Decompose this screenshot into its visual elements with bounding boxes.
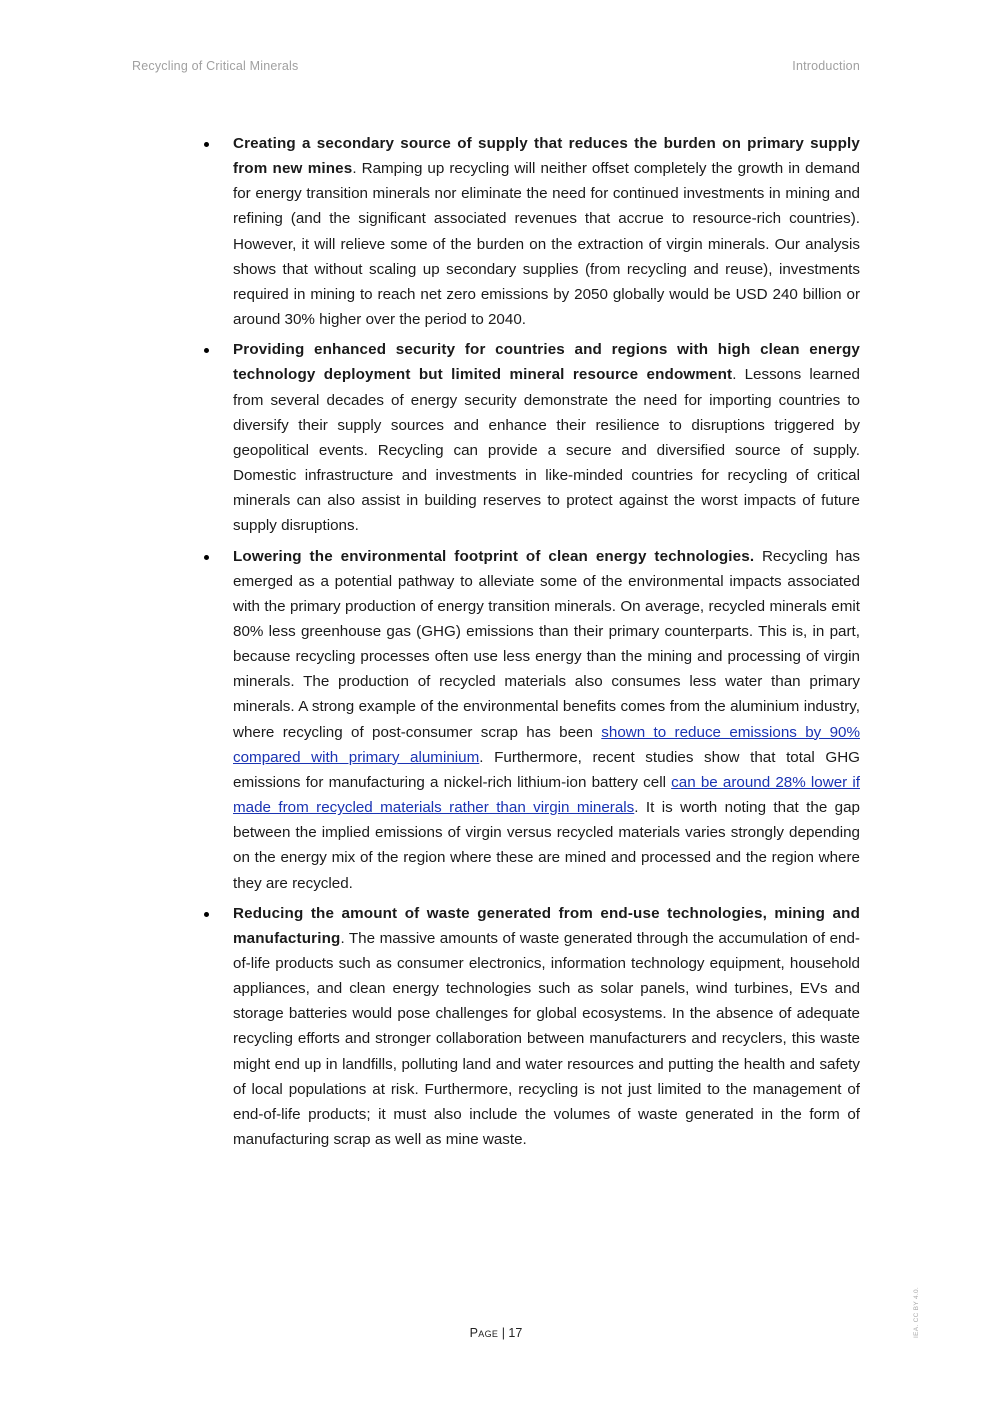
bullet-body: . Lessons learned from several decades of energy security demonstrate the need for importing countries to diversify their supply sources and enhance their resilience to disruptions triggered by geopolitical events. Recycling can provide a secure and diversified source of supply. Domestic infrastructure and investments in like-minded countries for recycling of critical minerals can also assist in building reserves to protect against the worst impacts of future supply disruptions.	[233, 366, 860, 535]
bullet-body-continued: . Furthermore, recent studies show that total GHG emissions for manufacturing a nickel-rich lithium-ion battery cell	[233, 748, 860, 791]
bullet-body-end: . It is worth noting that the gap between the implied emissions of virgin versus recycled materials varies strongly depending on the energy mix of the region where these are mined and processed and the region where they are recycled.	[233, 799, 861, 892]
page-label: Page	[469, 1326, 499, 1340]
page-separator: |	[498, 1326, 509, 1340]
running-header-title: Recycling of Critical Minerals	[132, 59, 299, 73]
bullet-dot-icon	[204, 142, 209, 147]
bullet-dot-icon	[204, 348, 209, 353]
bullet-lead: Creating a secondary source of supply that reduces the burden on primary supply from new mines	[233, 135, 860, 178]
bullet-lead: Lowering the environmental footprint of clean energy technologies.	[233, 547, 755, 565]
aluminium-emissions-link[interactable]: shown to reduce emissions by 90% compared with primary aluminium	[233, 723, 860, 766]
bullet-dot-icon	[204, 555, 209, 560]
bullet-item-secondary-supply	[201, 131, 860, 332]
bullet-body: . The massive amounts of waste generated through the accumulation of end-of-life products such as consumer electronics, information technology equipment, household appliances, and clean energy technologies such as solar panels, wind turbines, EVs and storage batteries would pose challenges for global ecosystems. In the absence of adequate recycling efforts and stronger collaboration between manufacturers and recyclers, this waste might end up in landfills, polluting land and water resources and putting the health and safety of local populations at risk. Furthermore, recycling is not just limited to the management of end-of-life products; it must also include the volumes of waste generated in the form of manufacturing scrap as well as mine waste.	[233, 929, 860, 1149]
bullet-item-waste-reduction	[201, 901, 860, 1153]
bullet-item-environmental-footprint	[201, 544, 860, 896]
running-header-section: Introduction	[792, 59, 860, 73]
page-footer	[0, 1326, 992, 1340]
bullet-dot-icon	[204, 912, 209, 917]
bullet-item-security	[201, 337, 860, 538]
bullet-list	[201, 131, 860, 1152]
bullet-lead: Providing enhanced security for countries and regions with high clean energy technology deployment but limited mineral resource endowment	[233, 341, 860, 384]
bullet-body: Recycling has emerged as a potential pathway to alleviate some of the environmental impacts associated with the primary production of energy transition minerals. On average, recycled minerals emit 80% less greenhouse gas (GHG) emissions than their primary counterparts. This is, in part, because recycling processes often use less energy than the mining and processing of virgin minerals. The production of recycled materials also consumes less water than primary minerals. A strong example of the environmental benefits comes from the aluminium industry, where recycling of post-consumer scrap has been	[233, 547, 860, 741]
battery-cell-emissions-link[interactable]: can be around 28% lower if made from recycled materials rather than virgin minerals	[233, 773, 860, 817]
page-number: 17	[508, 1326, 523, 1340]
bullet-body: . Ramping up recycling will neither offset completely the growth in demand for energy transition minerals nor eliminate the need for continued investments in mining and refining (and the significant associated revenues that accrue to resource-rich countries). However, it will relieve some of the burden on the extraction of virgin minerals. Our analysis shows that without scaling up secondary supplies (from recycling and reuse), investments required in mining to reach net zero emissions by 2050 globally would be USD 240 billion or around 30% higher over the period to 2040.	[233, 160, 860, 329]
license-note: IEA. CC BY 4.0.	[913, 1287, 920, 1338]
bullet-lead: Reducing the amount of waste generated from end-use technologies, mining and manufacturing	[233, 904, 860, 947]
